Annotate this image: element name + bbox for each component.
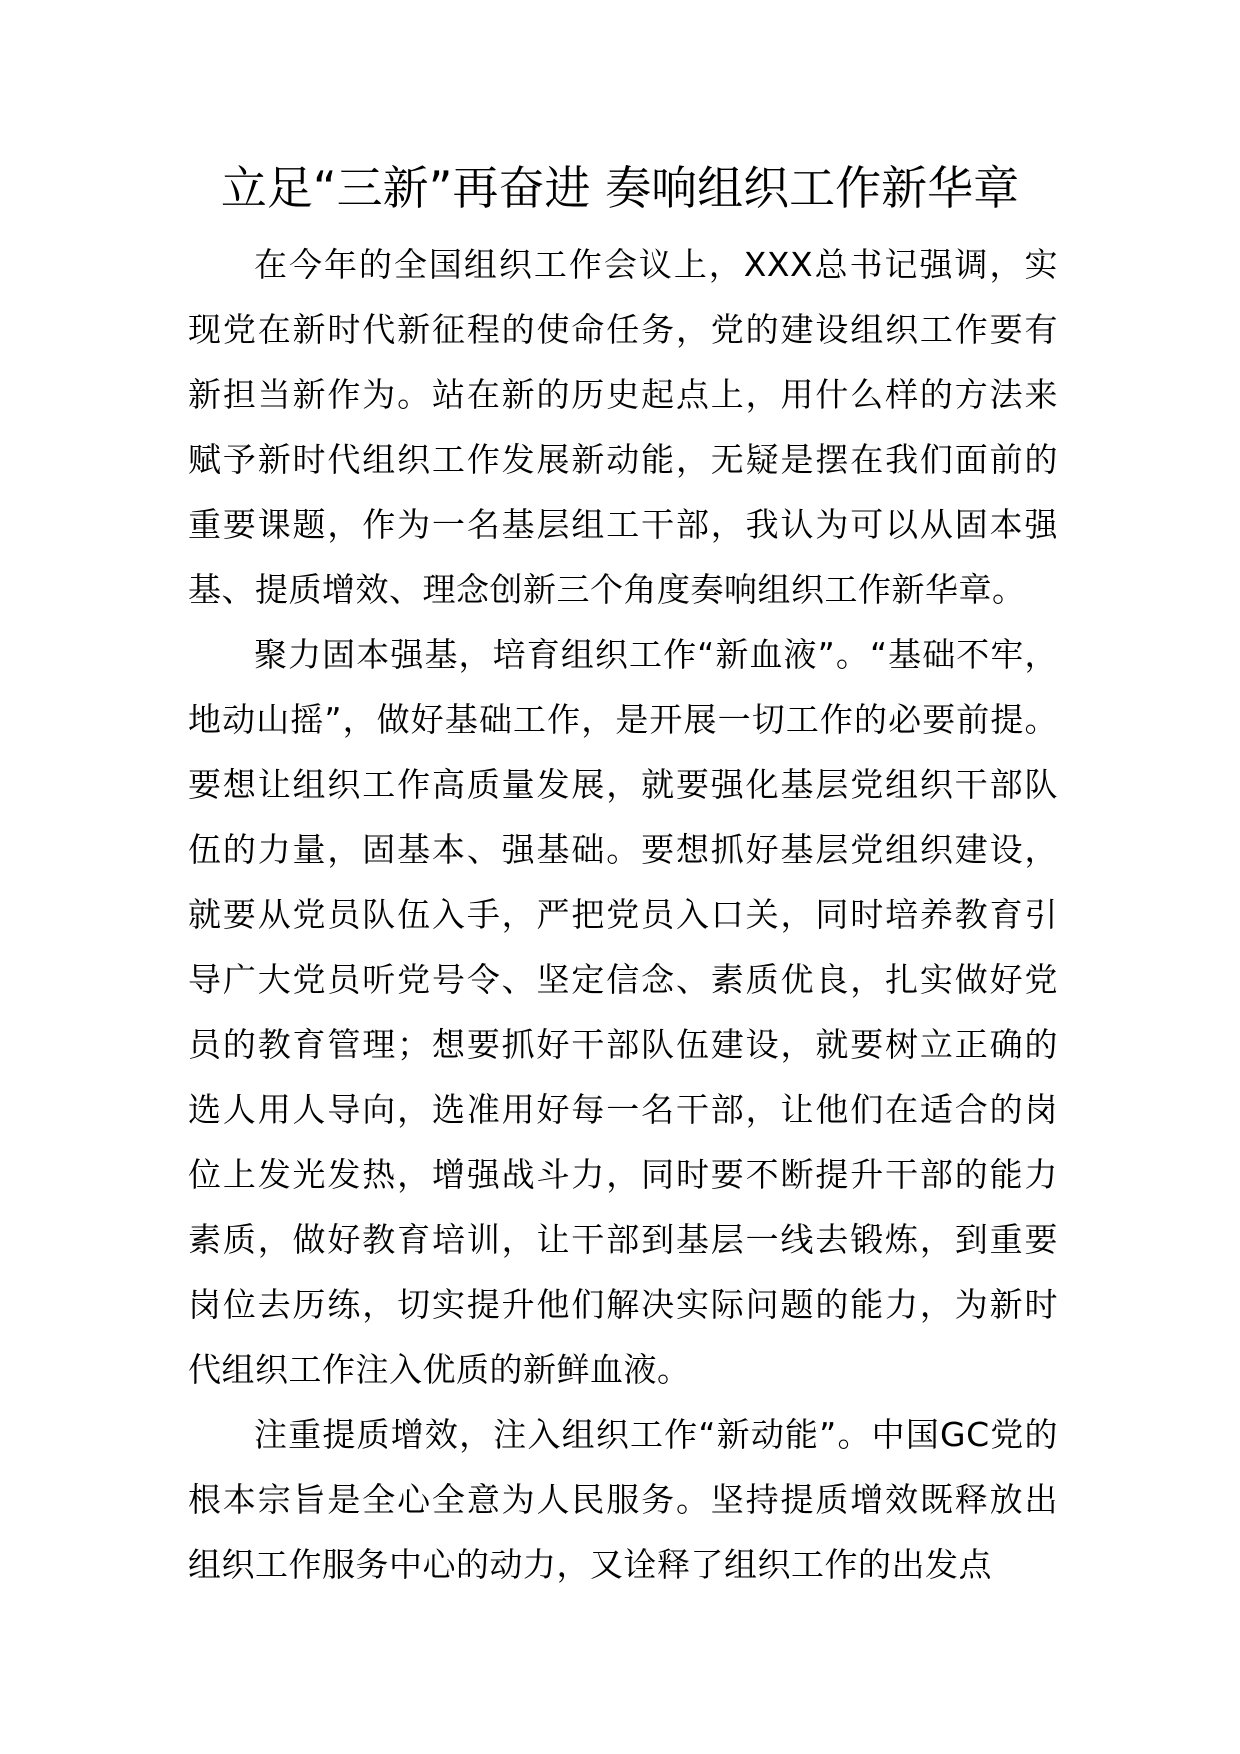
paragraph-efficiency bbox=[188, 1402, 1058, 1597]
paragraph-intro-text: 在今年的全国组织工作会议上，XXX总书记强调，实现党在新时代新征程的使命任务，党的建设组织工作要有新担当新作为。站在新的历史起点上，用什么样的方法来赋予新时代组织工作发展新动能，无疑是摆在我们面前的重要课题，作为一名基层组工干部，我认为可以从固本强基、提质增效、理念创新三个角度奏响组织工作新华章。 bbox=[188, 245, 1058, 609]
document-title: 立足“三新”再奋进 奏响组织工作新华章 bbox=[220, 161, 1020, 215]
paragraph-foundation-lead: 聚力固本强基，培育组织工作“新血液”。 bbox=[254, 635, 870, 674]
paragraph-efficiency-lead: 注重提质增效，注入组织工作“新动能”。 bbox=[254, 1415, 872, 1454]
document-body bbox=[188, 232, 1058, 1597]
paragraph-foundation-text: “基础不牢，地动山摇”，做好基础工作，是开展一切工作的必要前提。要想让组织工作高质量发展，就要强化基层党组织干部队伍的力量，固基本、强基础。要想抓好基层党组织建设，就要从党员队伍入手，严把党员入口关，同时培养教育引导广大党员听党号令、坚定信念、素质优良，扎实做好党员的教育管理；想要抓好干部队伍建设，就要树立正确的选人用人导向，选准用好每一名干部，让他们在适合的岗位上发光发热，增强战斗力，同时要不断提升干部的能力素质，做好教育培训，让干部到基层一线去锻炼，到重要岗位去历练，切实提升他们解决实际问题的能力，为新时代组织工作注入优质的新鲜血液。 bbox=[188, 635, 1058, 1389]
paragraph-intro bbox=[188, 232, 1058, 622]
paragraph-foundation bbox=[188, 622, 1058, 1402]
paragraph-efficiency-text: 中国GC党的根本宗旨是全心全意为人民服务。坚持提质增效既释放出组织工作服务中心的动力，又诠释了组织工作的出发点 bbox=[188, 1415, 1058, 1584]
